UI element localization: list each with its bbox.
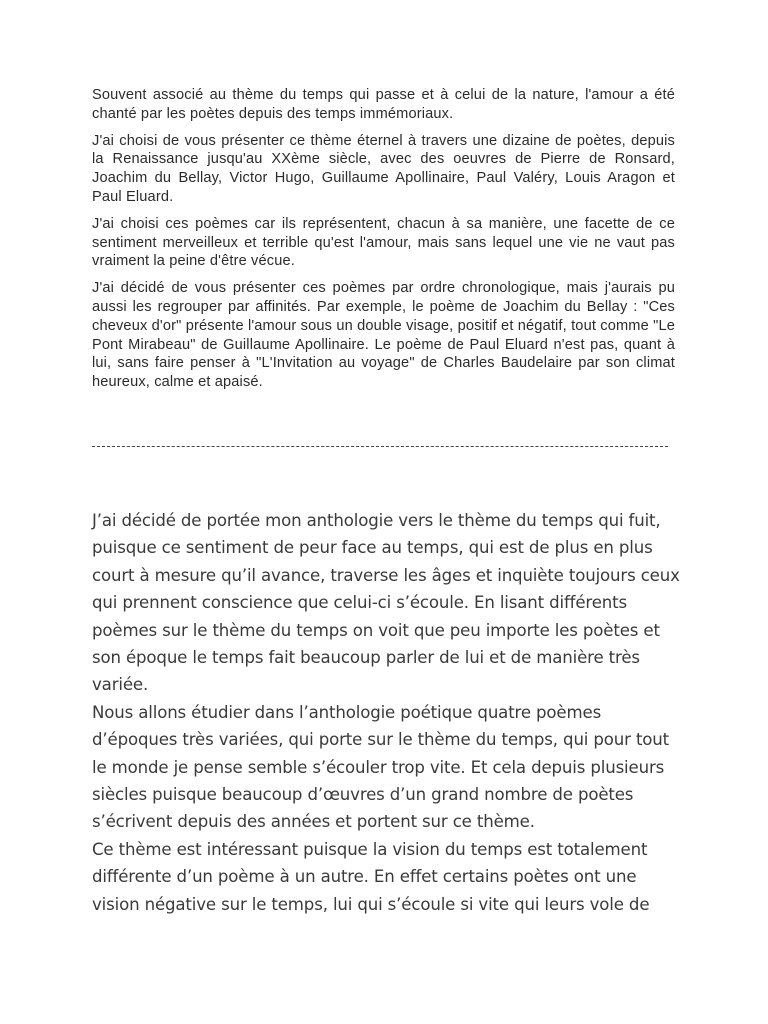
intro-section — [92, 86, 675, 400]
anthology-paragraph-1: J’ai décidé de portée mon anthologie vers le thème du temps qui fuit, puisque ce sentiment de peur face au temps, qui est de plus en plus court à mesure qu’il avance, traverse les âges et inquiète toujours ceux qui prennent conscience que celui-ci s’écoule. En lisant différents poèmes sur le thème du temps on voit que peu importe les poètes et son époque le temps fait beaucoup parler de lui et de manière très variée. — [92, 511, 680, 695]
dashed-separator — [92, 446, 668, 447]
anthology-paragraph-2: Nous allons étudier dans l’anthologie poétique quatre poèmes d’époques très variées, qui porte sur le thème du temps, qui pour tout le monde je pense semble s’écouler trop vite. Et cela depuis plusieurs siècles puisque beaucoup d’œuvres d’un grand nombre de poètes s’écrivent depuis des années et portent sur ce thème. — [92, 702, 670, 832]
anthology-paragraph-3: Ce thème est intéressant puisque la vision du temps est totalement différente d’un poème à un autre. En effet certains poètes ont une vision négative sur le temps, lui qui s’écoule si vite qui leurs vole de — [92, 839, 650, 914]
anthology-section — [92, 507, 682, 918]
intro-paragraph-3: J'ai choisi ces poèmes car ils représentent, chacun à sa manière, une facette de ce sentiment merveilleux et terrible qu'est l'amour, mais sans lequel une vie ne vaut pas vraiment la peine d'être vécue. — [92, 215, 675, 270]
intro-paragraph-1: Souvent associé au thème du temps qui passe et à celui de la nature, l'amour a été chanté par les poètes depuis des temps immémoriaux. — [92, 87, 675, 122]
intro-paragraph-4: J'ai décidé de vous présenter ces poèmes par ordre chronologique, mais j'aurais pu aussi les regrouper par affinités. Par exemple, le poème de Joachim du Bellay : "Ces cheveux d'or" présente l'amour sous un double visage, positif et négatif, tout comme "Le Pont Mirabeau" de Guillaume Apollinaire. Le poème de Paul Eluard n'est pas, quant à lui, sans faire penser à "L'Invitation au voyage" de Charles Baudelaire par son climat heureux, calme et apaisé. — [92, 280, 675, 391]
intro-paragraph-2: J'ai choisi de vous présenter ce thème éternel à travers une dizaine de poètes, depuis la Renaissance jusqu'au XXème siècle, avec des oeuvres de Pierre de Ronsard, Joachim du Bellay, Victor Hugo, Guillaume Apollinaire, Paul Valéry, Louis Aragon et Paul Eluard. — [92, 132, 675, 205]
